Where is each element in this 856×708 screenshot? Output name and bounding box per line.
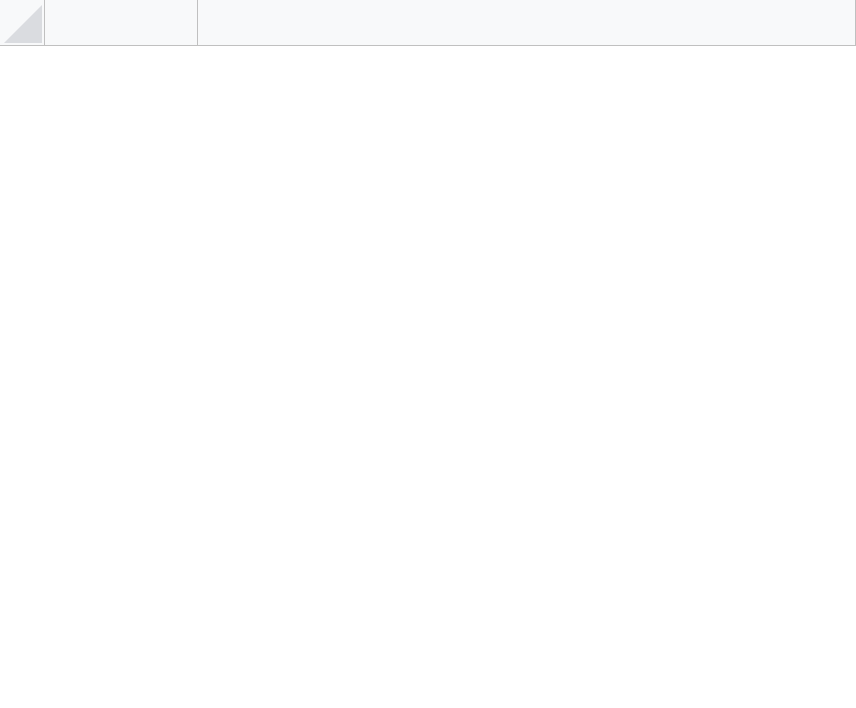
select-all-corner[interactable]: [0, 0, 45, 46]
column-header-b[interactable]: [198, 0, 856, 46]
column-header-a[interactable]: [45, 0, 198, 46]
select-all-triangle-icon: [4, 5, 42, 43]
